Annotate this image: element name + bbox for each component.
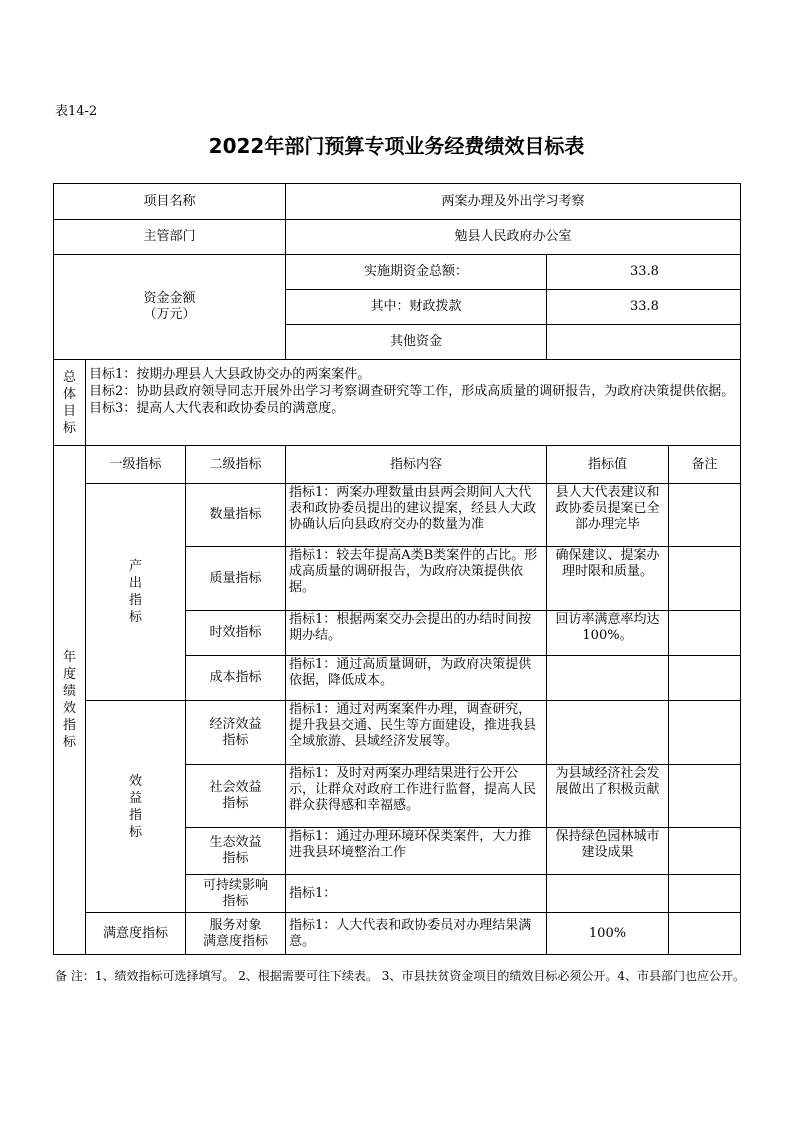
value-social: 为县域经济社会发展做出了积极贡献 <box>547 765 669 828</box>
content-ecological: 指标1：通过办理环境环保类案件，大力推进我县环境整治工作 <box>286 828 547 875</box>
remark-timeliness <box>669 611 741 656</box>
remark-ecological <box>669 828 741 875</box>
content-sustainable: 指标1： <box>286 875 547 913</box>
remark-cost <box>669 656 741 701</box>
output-label: 产 出 指 标 <box>86 484 186 701</box>
level2-sustainable: 可持续影响 指标 <box>186 875 286 913</box>
goal-3: 目标3：提高人大代表和政协委员的满意度。 <box>89 401 345 416</box>
footnote: 备 注：1、绩效指标可选择填写。 2、根据需要可往下续表。 3、市县扶贫资金项目的绩效目标必须公开。4、市县部门也应公开。 <box>55 969 745 983</box>
level2-economic: 经济效益 指标 <box>186 701 286 765</box>
goal-1: 目标1：按期办理县人大县政协交办的两案案件。 <box>89 367 371 382</box>
remark-sustainable <box>669 875 741 913</box>
value-cost <box>547 656 669 701</box>
header-level1: 一级指标 <box>86 446 186 484</box>
overall-label: 总 体 目 标 <box>54 360 86 446</box>
funds-label <box>54 255 286 360</box>
funds-total-value: 33.8 <box>547 255 741 290</box>
funds-other-label: 其他资金 <box>286 325 547 360</box>
performance-table <box>53 183 741 955</box>
department-row <box>54 220 741 255</box>
level2-ecological: 生态效益 指标 <box>186 828 286 875</box>
value-quality: 确保建议、提案办理时限和质量。 <box>547 547 669 611</box>
satisfaction-level1: 满意度指标 <box>86 913 186 955</box>
value-sustainable <box>547 875 669 913</box>
level2-timeliness: 时效指标 <box>186 611 286 656</box>
content-timeliness: 指标1：根据两案交办会提出的办结时间按期办结。 <box>286 611 547 656</box>
funds-total-row <box>54 255 741 290</box>
table-row <box>54 913 741 955</box>
value-timeliness: 回访率满意率均达100%。 <box>547 611 669 656</box>
form-number: 表14-2 <box>55 104 98 119</box>
indicator-header-row <box>54 446 741 484</box>
goal-2: 目标2：协助县政府领导同志开展外出学习考察调查研究等工作，形成高质量的调研报告，为政府决策提供依据。 <box>89 384 735 399</box>
level2-cost: 成本指标 <box>186 656 286 701</box>
overall-goals <box>86 360 741 446</box>
level2-quality: 质量指标 <box>186 547 286 611</box>
annual-label: 年 度 绩 效 指 标 <box>54 446 86 955</box>
header-remark: 备注 <box>669 446 741 484</box>
content-quantity: 指标1：两案办理数量由县两会期间人大代表和政协委员提出的建议提案，经县人大政协确认后向县政府交办的数量为准 <box>286 484 547 547</box>
project-value: 两案办理及外出学习考察 <box>286 184 741 220</box>
project-label: 项目名称 <box>54 184 286 220</box>
header-level2: 二级指标 <box>186 446 286 484</box>
funds-other-value <box>547 325 741 360</box>
level2-social: 社会效益 指标 <box>186 765 286 828</box>
remark-quantity <box>669 484 741 547</box>
remark-quality <box>669 547 741 611</box>
funds-fiscal-label: 其中：财政拨款 <box>286 290 547 325</box>
remark-economic <box>669 701 741 765</box>
remark-satisfaction <box>669 913 741 955</box>
level2-quantity: 数量指标 <box>186 484 286 547</box>
value-quantity: 县人大代表建议和政协委员提案已全部办理完毕 <box>547 484 669 547</box>
funds-fiscal-value: 33.8 <box>547 290 741 325</box>
table-row <box>54 701 741 765</box>
header-value: 指标值 <box>547 446 669 484</box>
value-ecological: 保持绿色园林城市建设成果 <box>547 828 669 875</box>
content-quality: 指标1：较去年提高A类B类案件的占比。形成高质量的调研报告，为政府决策提供依据。 <box>286 547 547 611</box>
project-row <box>54 184 741 220</box>
department-value: 勉县人民政府办公室 <box>286 220 741 255</box>
value-economic <box>547 701 669 765</box>
funds-total-label: 实施期资金总额： <box>286 255 547 290</box>
page-title: 2022年部门预算专项业务经费绩效目标表 <box>208 134 585 158</box>
table-row <box>54 484 741 547</box>
content-cost: 指标1：通过高质量调研，为政府决策提供依据，降低成本。 <box>286 656 547 701</box>
header-content: 指标内容 <box>286 446 547 484</box>
content-satisfaction: 指标1：人大代表和政协委员对办理结果满意。 <box>286 913 547 955</box>
funds-label-line2: （万元） <box>143 307 196 322</box>
value-satisfaction: 100% <box>547 913 669 955</box>
department-label: 主管部门 <box>54 220 286 255</box>
overall-goals-row <box>54 360 741 446</box>
level2-satisfaction: 服务对象 满意度指标 <box>186 913 286 955</box>
content-economic: 指标1：通过对两案案件办理，调查研究，提升我县交通、民生等方面建设，推进我县全域旅游、县域经济发展等。 <box>286 701 547 765</box>
funds-label-line1: 资金金额 <box>143 291 196 306</box>
content-social: 指标1：及时对两案办理结果进行公开公示，让群众对政府工作进行监督，提高人民群众获得感和幸福感。 <box>286 765 547 828</box>
remark-social <box>669 765 741 828</box>
benefit-label: 效 益 指 标 <box>86 701 186 913</box>
